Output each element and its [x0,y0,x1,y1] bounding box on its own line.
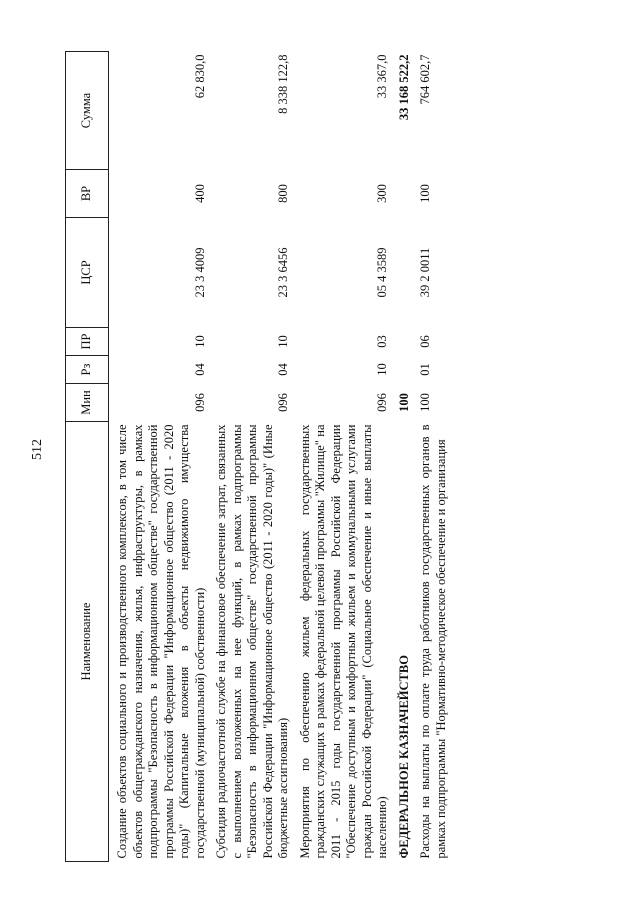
row-sum: 62 830,0 [192,54,207,99]
row-name: Создание объектов социального и производственного комплексов, в том числе объектов общегражданского назначения, жилья, инфраструктуры, в рамках подпрограммы "Безопасность в информационном обществе" государственной программы Российской Федерации "Информационное общество (2011 - 2020 годы)" (Капитальные вложения в объекты недвижимого имущества государственной (муниципальной) собственности) [115,424,207,859]
row-name: ФЕДЕРАЛЬНОЕ КАЗНАЧЕЙСТВО [396,655,411,859]
row-vr: 400 [192,184,207,203]
header-min: Мин [66,384,109,422]
row-vr: 800 [276,184,290,203]
header-row [66,52,109,862]
row-sum: 8 338 122,8 [276,54,290,114]
table-row [208,52,292,862]
table-row [391,52,413,862]
row-sum: 764 602,7 [418,54,432,105]
row-vr: 100 [418,184,432,203]
row-rz [391,356,413,384]
row-min: 100 [396,393,411,412]
header-csr: ЦСР [66,218,109,328]
row-vr: 300 [375,184,389,203]
row-name: Расходы на выплаты по оплате труда работников государственных органов в рамках подпрограммы "Нормативно-методическое обеспечение и организация [418,424,448,859]
row-rz: 01 [418,363,432,376]
header-sum: Сумма [66,52,109,170]
row-sum: 33 367,0 [375,54,389,99]
header-rz: Рз [66,356,109,384]
page-number: 512 [30,439,45,460]
row-name: Мероприятия по обеспечению жильем федеральных государственных гражданских служащих в рамках федеральной целевой программы "Жилище" на 2011 - 2015 годы государственной программы Российской Федерации "Обеспечение доступным и комфортным жильем и коммунальными услугами граждан Российской Федерации" (Социальное обеспечение и иные выплаты населению) [297,424,389,859]
budget-table [65,51,449,862]
header-vr: ВР [66,170,109,218]
row-pr: 10 [276,335,290,348]
row-csr: 39 2 0011 [418,247,432,298]
header-pr: ПР [66,328,109,356]
row-vr [391,170,413,218]
row-name: Субсидия радиочастотной службе на финансовое обеспечение затрат, связанных с выполнением возложенных на нее функций, в рамках подпрограммы "Безопасность в информационном обществе" государственной программы Российской Федерации "Информационное общество (2011 - 2020 годы)" (Иные бюджетные ассигнования) [214,424,290,859]
row-csr: 23 3 6456 [276,247,290,298]
row-pr: 03 [375,335,389,348]
row-pr [391,328,413,356]
row-sum: 33 168 522,2 [396,54,411,121]
row-min: 096 [375,393,389,412]
header-name: Наименование [66,422,109,862]
row-csr [391,218,413,328]
row-rz: 10 [375,363,389,376]
row-pr: 10 [192,335,207,348]
row-min: 096 [192,393,207,412]
table-row [292,52,391,862]
row-pr: 06 [418,335,432,348]
row-rz: 04 [276,363,290,376]
row-min: 096 [276,393,290,412]
row-csr: 05 4 3589 [375,247,389,298]
row-rz: 04 [192,363,207,376]
row-min: 100 [418,393,432,412]
table-row [109,52,209,862]
row-csr: 23 3 4009 [192,247,207,298]
table-row [412,52,449,862]
